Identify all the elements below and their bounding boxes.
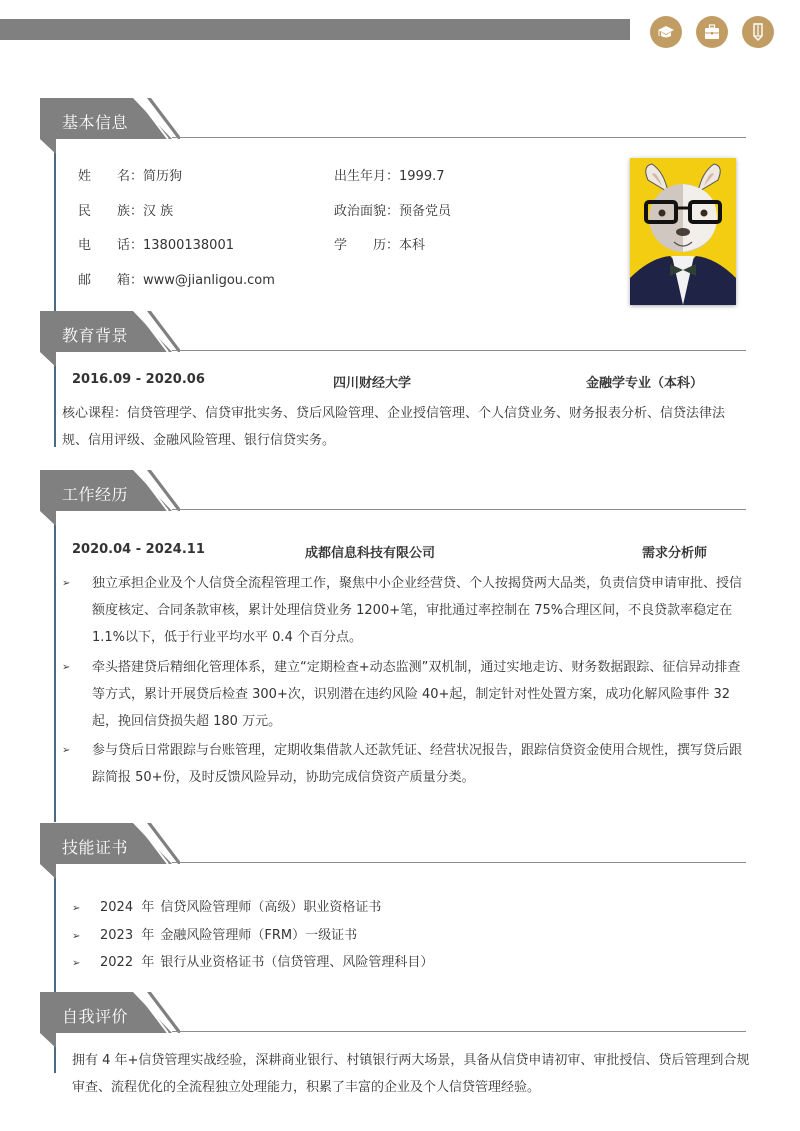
info-label: 出生年月 (334, 169, 387, 184)
cert-year: 2023 年 (100, 928, 155, 943)
info-label: 民族 (78, 204, 130, 219)
info-label: 邮箱 (78, 273, 130, 288)
work-position: 需求分析师 (642, 546, 708, 561)
colon: ： (130, 204, 144, 219)
section-title: 技能证书 (62, 838, 129, 857)
info-label: 电话 (78, 238, 130, 253)
colon: ： (130, 238, 144, 253)
info-ethnicity (78, 200, 173, 219)
info-degree (334, 234, 425, 253)
timeline-line (54, 524, 56, 822)
info-political (334, 200, 451, 219)
timeline-line (54, 152, 56, 312)
profile-photo (630, 158, 736, 305)
work-bullet (62, 737, 746, 791)
work-period: 2020.04 - 2024.11 (72, 542, 205, 557)
arrow-bullet-icon: ➢ (72, 931, 81, 942)
section-divider (172, 350, 746, 351)
cert-text: 金融风险管理师（FRM）一级证书 (160, 928, 358, 943)
colon: ： (386, 238, 400, 253)
timeline-line (54, 877, 56, 994)
education-major: 金融学专业（本科） (586, 376, 704, 391)
dog-portrait-illustration (630, 158, 736, 305)
info-value: 1999.7 (399, 169, 445, 184)
info-value: 本科 (399, 238, 426, 253)
graduation-cap-icon (650, 16, 682, 48)
info-value: 13800138001 (143, 238, 234, 253)
info-email (78, 269, 275, 288)
section-header-skills (40, 823, 746, 871)
self-evaluation-text: 拥有 4 年+信贷管理实战经验，深耕商业银行、村镇银行两大场景，具备从信贷申请初审、审批授信、贷后管理到合规审查、流程优化的全流程独立处理能力，积累了丰富的企业及个人信贷管理经验。 (72, 1053, 750, 1095)
work-company: 成都信息科技有限公司 (305, 546, 436, 561)
education-school: 四川财经大学 (333, 376, 412, 391)
section-header-self-eval (40, 992, 746, 1040)
info-birth (334, 165, 445, 184)
cert-item (72, 896, 381, 915)
section-divider (172, 137, 746, 138)
arrow-bullet-icon: ➢ (62, 745, 71, 756)
info-value: 汉 族 (143, 204, 174, 219)
colon: ： (130, 273, 144, 288)
section-title: 工作经历 (62, 485, 129, 504)
arrow-bullet-icon: ➢ (72, 958, 81, 969)
cert-item (72, 924, 357, 943)
section-divider (172, 509, 746, 510)
section-header-work (40, 470, 746, 518)
info-phone (78, 234, 234, 253)
arrow-bullet-icon: ➢ (62, 578, 71, 589)
info-value: 简历狗 (143, 169, 183, 184)
cert-text: 信贷风险管理师（高级）职业资格证书 (160, 900, 382, 915)
cert-text: 银行从业资格证书（信贷管理、风险管理科目） (160, 955, 434, 970)
work-bullet-text: 参与贷后日常跟踪与台账管理，定期收集借款人还款凭证、经营状况报告，跟踪信贷资金使用合规性，撰写贷后跟踪简报 50+份，及时反馈风险异动，协助完成信贷资产质量分类。 (92, 743, 743, 785)
top-icon-group (650, 16, 774, 48)
section-divider (172, 1031, 746, 1032)
colon: ： (386, 204, 400, 219)
info-name (78, 165, 182, 184)
info-label: 姓名 (78, 169, 130, 184)
cert-item (72, 951, 433, 970)
section-title: 自我评价 (62, 1007, 129, 1026)
work-entry-header (72, 542, 722, 562)
section-divider (172, 862, 746, 863)
arrow-bullet-icon: ➢ (72, 903, 81, 914)
info-value: www@jianligou.com (143, 273, 275, 288)
colon: ： (130, 169, 144, 184)
pencil-icon (742, 16, 774, 48)
education-courses: 核心课程：信贷管理学、信贷审批实务、贷后风险管理、企业授信管理、个人信贷业务、财务报表分析、信贷法律法规、信用评级、金融风险管理、银行信贷实务。 (62, 406, 726, 448)
info-value: 预备党员 (399, 204, 452, 219)
timeline-line (54, 365, 56, 447)
cert-year: 2024 年 (100, 900, 155, 915)
colon: ： (386, 169, 400, 184)
briefcase-icon (696, 16, 728, 48)
section-header-education (40, 311, 746, 359)
info-label: 政治面貌 (334, 204, 387, 219)
section-title: 教育背景 (62, 326, 129, 345)
section-header-basic-info (40, 98, 746, 146)
education-entry-header (72, 372, 722, 392)
cert-year: 2022 年 (100, 955, 155, 970)
arrow-bullet-icon: ➢ (62, 662, 71, 673)
work-bullet-text: 牵头搭建贷后精细化管理体系，建立“定期检查+动态监测”双机制，通过实地走访、财务数据跟踪、征信异动排查等方式，累计开展贷后检查 300+次，识别潜在违约风险 40+起，制定针对性处置方案，成功化解风险事件 32 起，挽回信贷损失超 180 万元。 (92, 660, 741, 729)
work-bullet (62, 654, 746, 735)
section-title: 基本信息 (62, 113, 129, 132)
info-label: 学历 (334, 238, 386, 253)
work-bullet (62, 570, 746, 651)
top-decorative-bar (0, 19, 630, 40)
work-bullet-text: 独立承担企业及个人信贷全流程管理工作，聚焦中小企业经营贷、个人按揭贷两大品类，负责信贷申请审批、授信额度核定、合同条款审核，累计处理信贷业务 1200+笔，审批通过率控制在 75%合理区间，不良贷款率稳定在 1.1%以下，低于行业平均水平 0.4 个百分点。 (92, 576, 743, 645)
education-period: 2016.09 - 2020.06 (72, 372, 205, 387)
